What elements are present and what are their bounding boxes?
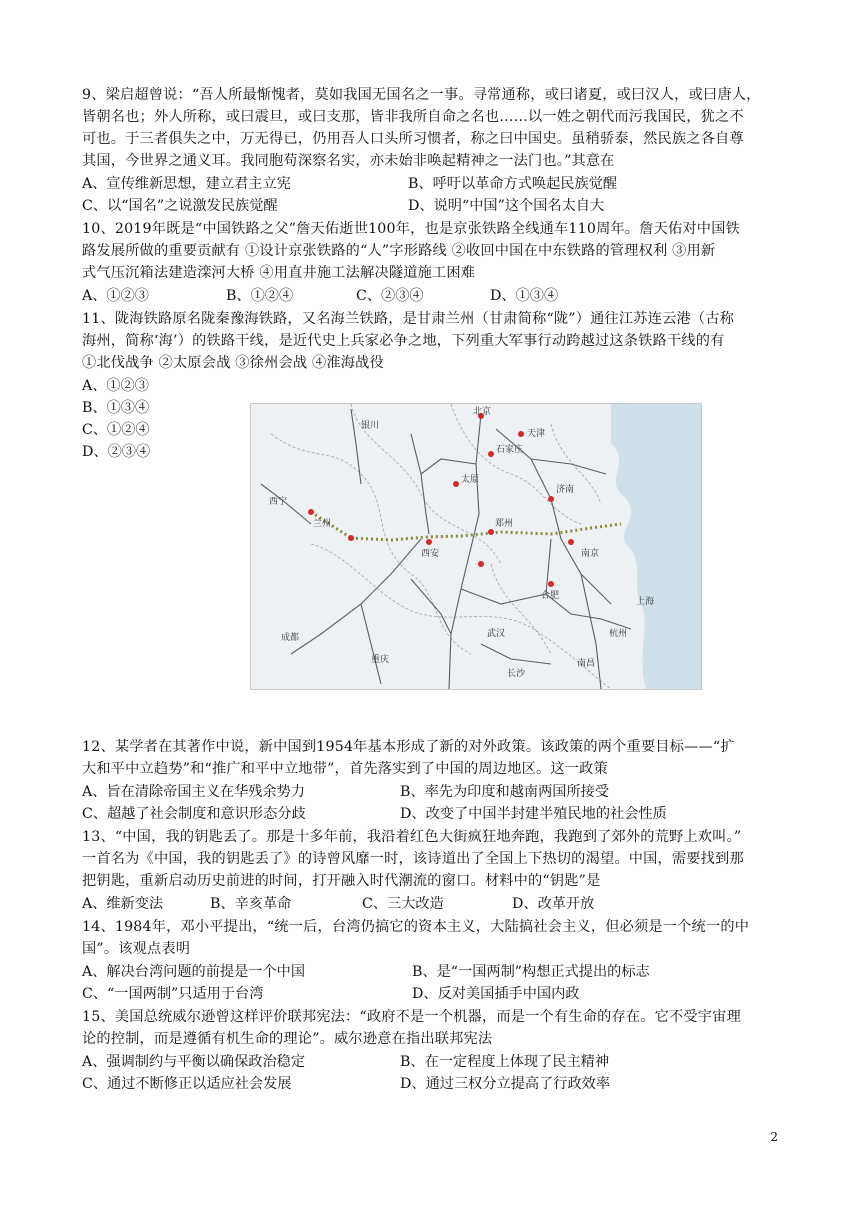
option-c: C、三大改造	[362, 896, 444, 912]
map-label: 石家庄	[496, 445, 524, 455]
map-label: 郑州	[495, 519, 514, 529]
option-b: B、①③④	[82, 400, 150, 416]
question-text: 12、某学者在其著作中说，新中国到1954年基本形成了新的对外政策。该政策的两个重要目标——“扩	[82, 739, 735, 755]
question-text: 大和平中立趋势”和“推广和平中立地带”，首先落实到了中国的周边地区。这一政策	[82, 761, 608, 777]
option-b: B、①②④	[226, 288, 294, 304]
map-label: 武汉	[487, 629, 506, 639]
map-label: 兰州	[313, 519, 332, 529]
map-label: 南昌	[577, 659, 596, 669]
option-c: C、超越了社会制度和意识形态分歧	[82, 806, 306, 822]
option-d: D、②③④	[82, 444, 151, 460]
map-label: 合肥	[541, 591, 560, 601]
option-a: A、旨在清除帝国主义在华残余势力	[82, 784, 306, 800]
option-a: A、宣传维新思想，建立君主立宪	[82, 176, 291, 192]
map-label: 济南	[556, 485, 575, 495]
option-b: B、辛亥革命	[210, 896, 292, 912]
map-label: 银川	[361, 421, 380, 431]
map-label: 重庆	[371, 655, 390, 665]
question-text: 把钥匙，重新启动历史前进的时间，打开融入时代潮流的窗口。材料中的“钥匙”是	[82, 873, 601, 889]
option-b: B、率先为印度和越南两国所接受	[400, 784, 610, 800]
option-d: D、①③④	[490, 288, 559, 304]
option-b: B、呼吁以革命方式唤起民族觉醒	[408, 176, 618, 192]
question-text: 11、陇海铁路原名陇秦豫海铁路，又名海兰铁路，是甘肃兰州（甘肃简称“陇”）通往江苏连云港（古称	[82, 311, 735, 327]
map-label: 西宁	[269, 497, 288, 507]
option-c: C、②③④	[356, 288, 424, 304]
option-c: C、①②④	[82, 422, 150, 438]
question-text: 10、2019年既是“中国铁路之父”詹天佑逝世100年，也是京张铁路全线通车110周年。詹天佑对中国铁	[82, 221, 740, 237]
option-a: A、维新变法	[82, 896, 164, 912]
option-d: D、通过三权分立提高了行政效率	[400, 1076, 611, 1092]
question-text: 海州，简称‘海’）的铁路干线，是近代史上兵家必争之地，下列重大军事行动跨越过这条铁路干线的有	[82, 333, 725, 349]
question-text: 13、“中国，我的钥匙丢了。那是十多年前，我沿着红色大街疯狂地奔跑，我跑到了郊外的荒野上欢叫。”	[82, 829, 742, 845]
map-label: 南京	[581, 549, 600, 559]
map-label: 西安	[421, 549, 440, 559]
question-text: 式气压沉箱法建造滦河大桥 ④用直井施工法解决隧道施工困难	[82, 265, 476, 281]
option-d: D、改变了中国半封建半殖民地的社会性质	[400, 806, 667, 822]
question-text: 14、1984年，邓小平提出，“统一后，台湾仍搞它的资本主义，大陆搞社会主义，但必须是一个统一的中	[82, 919, 750, 935]
question-text: 论的控制，而是遵循有机生命的理论”。威尔逊意在指出联邦宪法	[82, 1031, 493, 1047]
question-text: 皆朝名也；外人所称，或曰震旦，或曰支那，皆非我所自命之名也……以一姓之朝代而污我国民，犹之不	[82, 109, 744, 125]
option-c: C、以“国名”之说激发民族觉醒	[82, 198, 278, 214]
map-label: 北京	[473, 407, 492, 417]
map-label: 杭州	[609, 629, 628, 639]
map-label: 成都	[281, 633, 300, 643]
map-label: 长沙	[507, 669, 526, 679]
question-text: 一首名为《中国，我的钥匙丢了》的诗曾风靡一时，该诗道出了全国上下热切的渴望。中国，需要找到那	[82, 851, 744, 867]
option-c: C、“一国两制”只适用于台湾	[82, 986, 264, 1002]
longhai-railway-line	[351, 524, 621, 540]
question-text: 国”。该观点表明	[82, 941, 191, 957]
question-text: 其国，今世界之通义耳。我同胞苟深察名实，亦未始非唤起精神之一法门也。”其意在	[82, 153, 615, 169]
option-c: C、通过不断修正以适应社会发展	[82, 1076, 292, 1092]
option-a: A、①②③	[82, 378, 149, 394]
option-d: D、改革开放	[512, 896, 595, 912]
option-a: A、强调制约与平衡以确保政治稳定	[82, 1054, 306, 1070]
railway-map	[250, 403, 702, 690]
sea-area	[611, 404, 701, 689]
option-d: D、说明“中国”这个国名太自大	[408, 198, 605, 214]
option-b: B、是“一国两制”构想正式提出的标志	[412, 964, 650, 980]
question-text: 可也。于三者俱失之中，万无得已，仍用吾人口头所习惯者，称之曰中国史。虽稍骄泰，然民族之各自尊	[82, 131, 744, 147]
page-number: 2	[770, 1130, 778, 1144]
map-label: 太原	[461, 475, 480, 485]
question-text: 9、梁启超曾说：“吾人所最惭愧者，莫如我国无国名之一事。寻常通称，或曰诸夏，或曰汉人，或曰唐人，	[82, 87, 761, 103]
question-text: ①北伐战争 ②太原会战 ③徐州会战 ④淮海战役	[82, 355, 384, 371]
question-text: 15、美国总统威尔逊曾这样评价联邦宪法：“政府不是一个机器，而是一个有生命的存在。它不受宇宙理	[82, 1009, 741, 1025]
question-text: 路发展所做的重要贡献有 ①设计京张铁路的“人”字形路线 ②收回中国在中东铁路的管理权利 ③用新	[82, 243, 716, 259]
map-label: 天津	[527, 429, 546, 439]
option-a: A、解决台湾问题的前提是一个中国	[82, 964, 306, 980]
option-b: B、在一定程度上体现了民主精神	[400, 1054, 610, 1070]
map-label: 上海	[636, 597, 655, 607]
option-d: D、反对美国插手中国内政	[412, 986, 580, 1002]
option-a: A、①②③	[82, 288, 149, 304]
